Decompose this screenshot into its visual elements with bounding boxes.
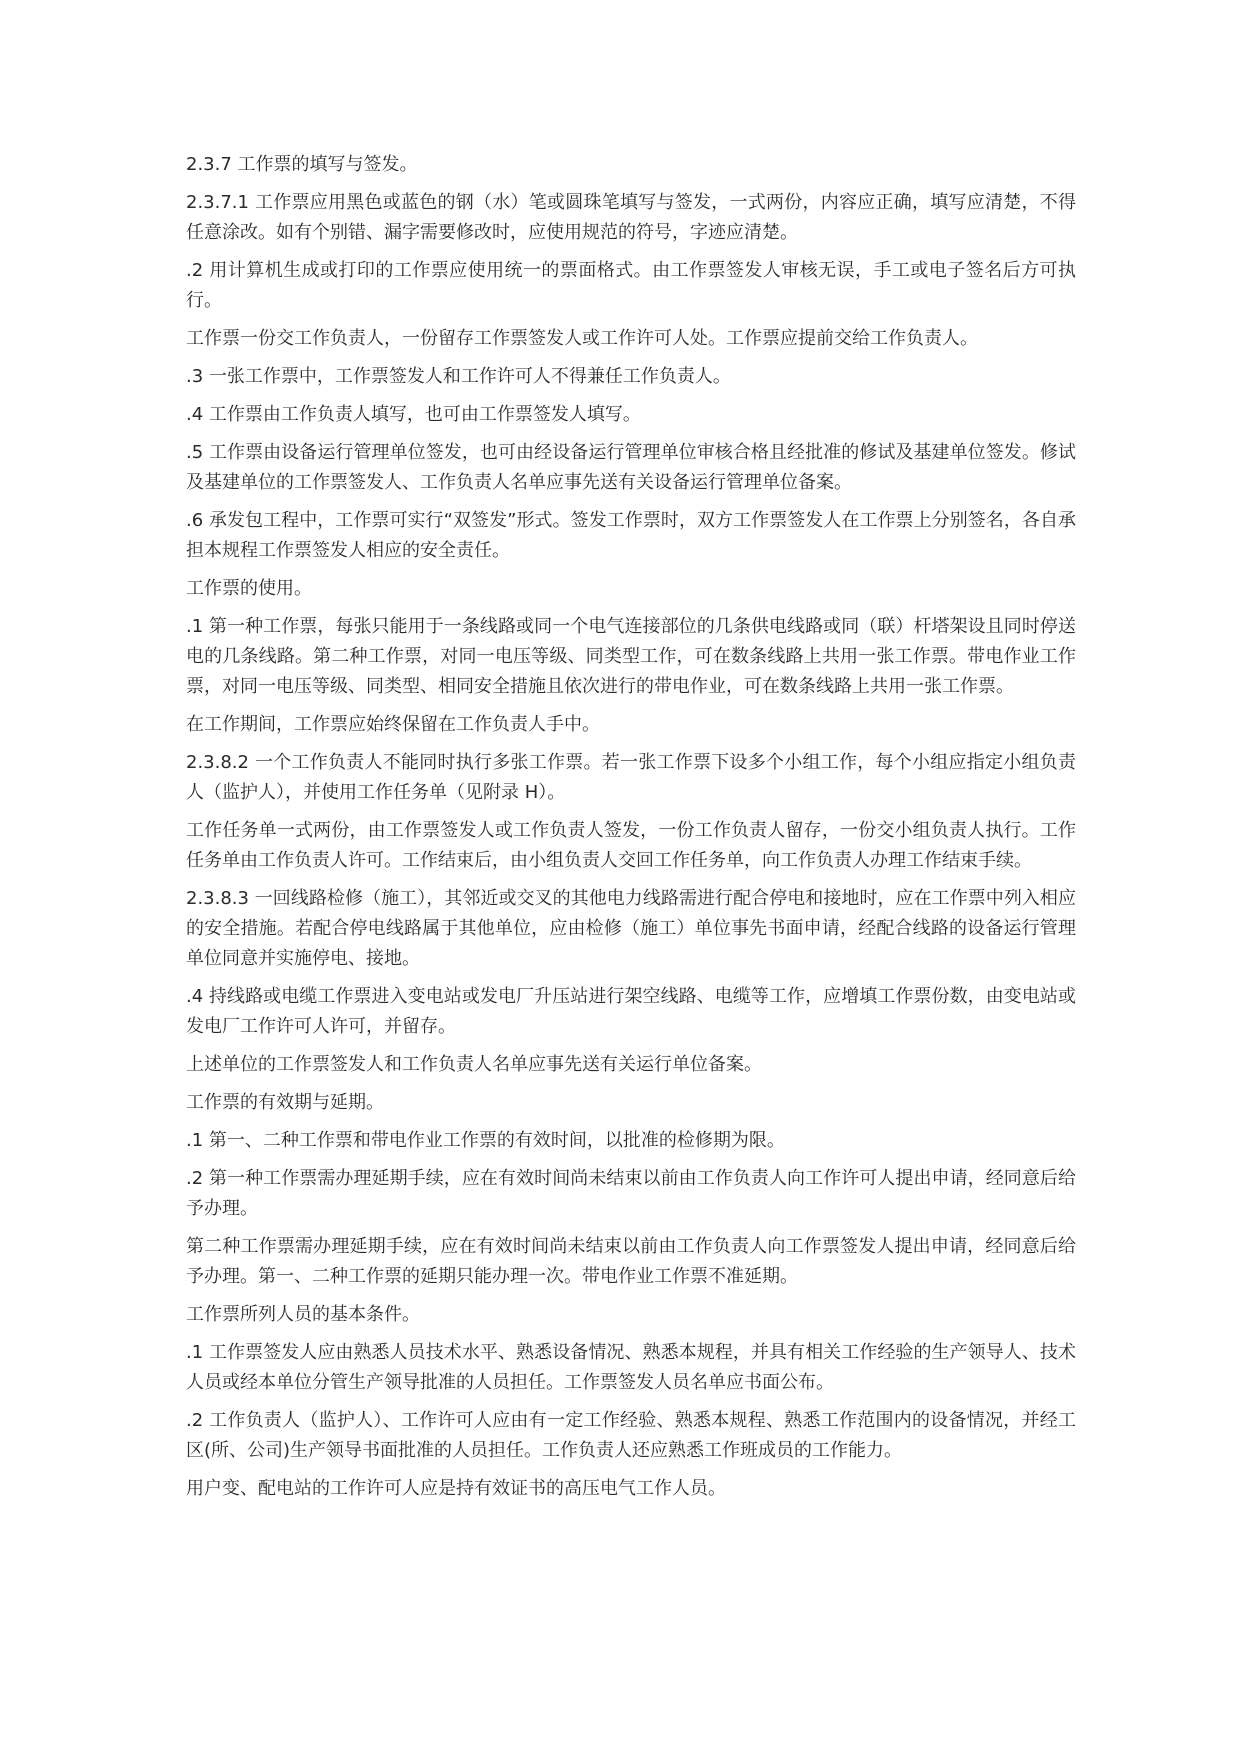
paragraph: .2 用计算机生成或打印的工作票应使用统一的票面格式。由工作票签发人审核无误，手工或电子签名后方可执行。 [186,260,1076,311]
section-heading: 工作票的有效期与延期。 [186,1092,384,1113]
paragraph: 第二种工作票需办理延期手续，应在有效时间尚未结束以前由工作负责人向工作票签发人提出申请，经同意后给予办理。第一、二种工作票的延期只能办理一次。带电作业工作票不准延期。 [186,1236,1076,1287]
paragraph: 2.3.7.1 工作票应用黑色或蓝色的钢（水）笔或圆珠笔填写与签发，一式两份，内容应正确，填写应清楚，不得任意涂改。如有个别错、漏字需要修改时，应使用规范的符号，字迹应清楚。 [186,192,1076,243]
section-heading: 工作票的使用。 [186,578,312,599]
paragraph: .4 持线路或电缆工作票进入变电站或发电厂升压站进行架空线路、电缆等工作，应增填工作票份数，由变电站或发电厂工作许可人许可，并留存。 [186,986,1076,1037]
paragraph: 上述单位的工作票签发人和工作负责人名单应事先送有关运行单位备案。 [186,1054,762,1075]
paragraph: .2 第一种工作票需办理延期手续，应在有效时间尚未结束以前由工作负责人向工作许可人提出申请，经同意后给予办理。 [186,1168,1076,1219]
paragraph: .6 承发包工程中，工作票可实行“双签发”形式。签发工作票时，双方工作票签发人在工作票上分别签名，各自承担本规程工作票签发人相应的安全责任。 [186,510,1076,561]
paragraph: 用户变、配电站的工作许可人应是持有效证书的高压电气工作人员。 [186,1478,726,1499]
paragraph: .1 第一种工作票，每张只能用于一条线路或同一个电气连接部位的几条供电线路或同（联）杆塔架设且同时停送电的几条线路。第二种工作票，对同一电压等级、同类型工作，可在数条线路上共用一张工作票。带电作业工作票，对同一电压等级、同类型、相同安全措施且依次进行的带电作业，可在数条线路上共用一张工作票。 [186,616,1076,697]
paragraph: 在工作期间，工作票应始终保留在工作负责人手中。 [186,714,600,735]
paragraph: .4 工作票由工作负责人填写，也可由工作票签发人填写。 [186,404,641,425]
paragraph: .3 一张工作票中，工作票签发人和工作许可人不得兼任工作负责人。 [186,366,731,387]
document-page [186,150,1076,1512]
paragraph: 工作票一份交工作负责人，一份留存工作票签发人或工作许可人处。工作票应提前交给工作负责人。 [186,328,978,349]
paragraph: 2.3.8.3 一回线路检修（施工），其邻近或交叉的其他电力线路需进行配合停电和接地时，应在工作票中列入相应的安全措施。若配合停电线路属于其他单位，应由检修（施工）单位事先书面申请，经配合线路的设备运行管理单位同意并实施停电、接地。 [186,888,1076,969]
paragraph: .1 第一、二种工作票和带电作业工作票的有效时间，以批准的检修期为限。 [186,1130,785,1151]
paragraph: 2.3.8.2 一个工作负责人不能同时执行多张工作票。若一张工作票下设多个小组工作，每个小组应指定小组负责人（监护人），并使用工作任务单（见附录 H）。 [186,752,1076,803]
paragraph: .2 工作负责人（监护人）、工作许可人应由有一定工作经验、熟悉本规程、熟悉工作范围内的设备情况，并经工区(所、公司)生产领导书面批准的人员担任。工作负责人还应熟悉工作班成员的工作能力。 [186,1410,1076,1461]
paragraph: .5 工作票由设备运行管理单位签发，也可由经设备运行管理单位审核合格且经批准的修试及基建单位签发。修试及基建单位的工作票签发人、工作负责人名单应事先送有关设备运行管理单位备案。 [186,442,1076,493]
paragraph: .1 工作票签发人应由熟悉人员技术水平、熟悉设备情况、熟悉本规程，并具有相关工作经验的生产领导人、技术人员或经本单位分管生产领导批准的人员担任。工作票签发人员名单应书面公布。 [186,1342,1076,1393]
paragraph: 工作任务单一式两份，由工作票签发人或工作负责人签发，一份工作负责人留存，一份交小组负责人执行。工作任务单由工作负责人许可。工作结束后，由小组负责人交回工作任务单，向工作负责人办理工作结束手续。 [186,820,1076,871]
section-heading: 工作票所列人员的基本条件。 [186,1304,420,1325]
section-heading: 2.3.7 工作票的填写与签发。 [186,154,418,175]
